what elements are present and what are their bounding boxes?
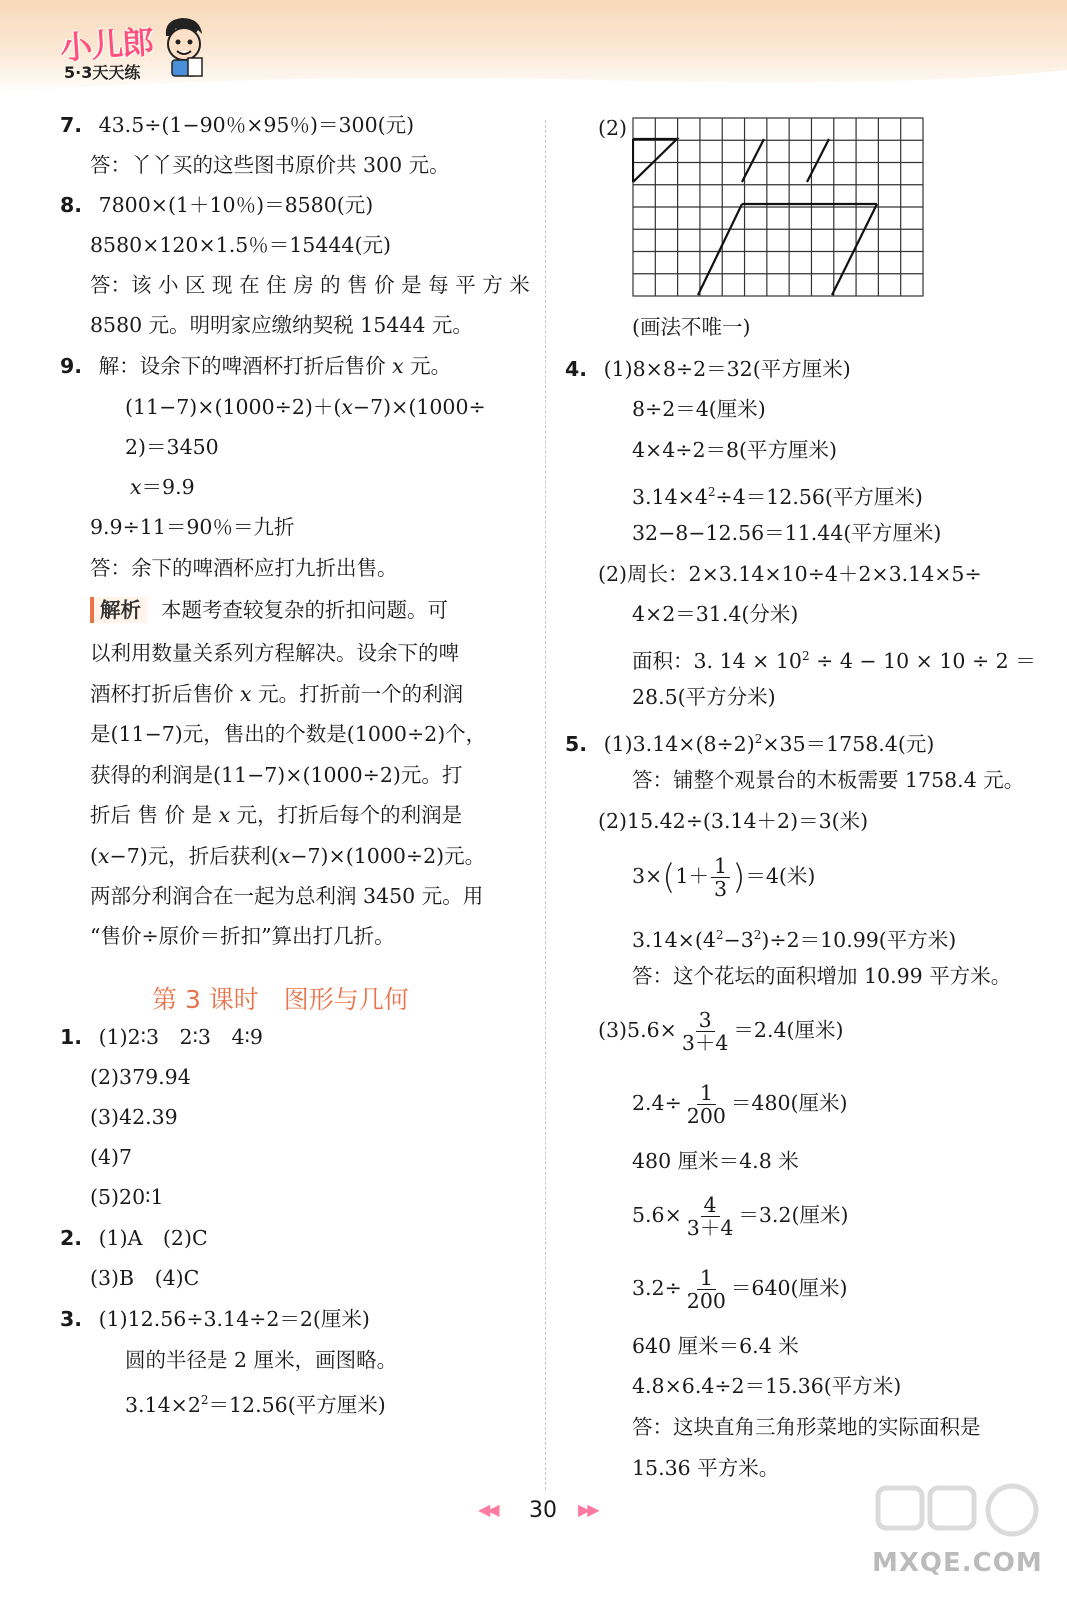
analysis-tag: 解析 xyxy=(90,597,147,623)
q9-line5: 9.9÷11＝90％＝九折 xyxy=(90,515,295,539)
q5-line9: 480 厘米＝4.8 米 xyxy=(632,1149,799,1173)
s1-a5: (5)20∶1 xyxy=(90,1185,164,1209)
fraction-denominator: 200 xyxy=(686,1104,726,1128)
page-number: 30 xyxy=(529,1498,557,1523)
q5-line11-b: ＝640(厘米) xyxy=(730,1276,848,1300)
q4 xyxy=(565,356,851,382)
q7-line1: 43.5÷(1−90％×95％)＝300(元) xyxy=(98,113,415,137)
analysis-line1 xyxy=(90,597,448,623)
next-arrows-icon: ▶▶ xyxy=(578,1500,597,1519)
s1-a2: (2)379.94 xyxy=(90,1065,191,1089)
q5-line3: (2)15.42÷(3.14＋2)＝3(米) xyxy=(598,809,869,833)
q4-line8-sup: 2 xyxy=(801,649,810,663)
q4-line4 xyxy=(632,479,923,510)
s1-number: 1. xyxy=(60,1025,83,1049)
q5-line8-b: ＝480(厘米) xyxy=(730,1091,848,1115)
paren-close: ) xyxy=(732,857,746,898)
mascot-icon xyxy=(158,14,210,80)
s1-a3: (3)42.39 xyxy=(90,1105,178,1129)
grid-figure xyxy=(632,117,926,299)
prev-arrows-icon: ◀◀ xyxy=(478,1500,497,1519)
s3-number: 3. xyxy=(60,1307,83,1331)
q9-line4: 𝑥＝9.9 xyxy=(130,475,195,499)
q5-line5 xyxy=(632,922,956,953)
q4-line2: 8÷2＝4(厘米) xyxy=(632,397,766,421)
q5-line11 xyxy=(632,1266,848,1312)
paren-open: ( xyxy=(662,857,676,898)
s3-line1: (1)12.56÷3.14÷2＝2(厘米) xyxy=(98,1307,370,1331)
q5-line8 xyxy=(632,1081,848,1127)
q4-line9: 28.5(平方分米) xyxy=(632,685,776,709)
s3-line3 xyxy=(125,1387,386,1418)
q9-line1: 解：设余下的啤酒杯打折后售价 𝑥 元。 xyxy=(98,354,452,378)
q9-line2: (11−7)×(1000÷2)＋(𝑥−7)×(1000÷ xyxy=(125,395,486,419)
q4-line5: 32−8−12.56＝11.44(平方厘米) xyxy=(632,521,942,545)
q9 xyxy=(60,353,451,379)
q5-line10 xyxy=(632,1193,848,1239)
q4-line4-b: ÷4＝12.56(平方厘米) xyxy=(715,484,923,509)
fraction-numerator: 3 xyxy=(696,1009,715,1032)
q5-line10-fraction xyxy=(684,1194,737,1239)
q5 xyxy=(565,726,934,757)
q5-line5-a: 3.14×(4 xyxy=(632,927,716,952)
q8 xyxy=(60,192,373,218)
q4-number: 4. xyxy=(565,357,588,381)
q4-line7: 4×2＝31.4(分米) xyxy=(632,602,799,626)
q4-line8 xyxy=(632,643,1036,674)
q9-line6: 答：余下的啤酒杯应打九折出售。 xyxy=(90,556,398,580)
fraction-numerator: 1 xyxy=(711,855,730,878)
s1-a1: (1)2∶3 2∶3 4∶9 xyxy=(98,1025,263,1049)
q5-line11-fraction xyxy=(684,1267,729,1312)
q5-line4-b: 1＋ xyxy=(675,864,710,888)
q7-number: 7. xyxy=(60,113,83,137)
q5-line5-sup1: 2 xyxy=(715,928,724,942)
fraction-numerator: 1 xyxy=(697,1082,716,1105)
fraction-denominator: 3 xyxy=(714,877,728,901)
q8-number: 8. xyxy=(60,193,83,217)
section-title: 第 3 课时 图形与几何 xyxy=(152,985,409,1014)
q5-line6: 答：这个花坛的面积增加 10.99 平方米。 xyxy=(632,964,1012,988)
q5-line10-a: 5.6× xyxy=(632,1203,682,1227)
s2-a2: (3)B (4)C xyxy=(90,1266,200,1290)
fraction-denominator: 3＋4 xyxy=(686,1216,734,1240)
analysis-line2: 以利用数量关系列方程解决。设余下的啤 xyxy=(90,641,459,665)
s2-number: 2. xyxy=(60,1226,83,1250)
q7 xyxy=(60,112,414,138)
q5-line7-a: (3)5.6× xyxy=(598,1018,677,1042)
analysis-line4: 是(11−7)元，售出的个数是(1000÷2)个， xyxy=(90,722,487,746)
q5-line7-fraction xyxy=(679,1009,732,1054)
analysis-line6: 折后 售 价 是 𝑥 元，打折后每个的利润是 xyxy=(90,803,463,827)
logo-subtitle: 5·3天天练 xyxy=(64,63,141,82)
q9-line3: 2)＝3450 xyxy=(125,435,219,459)
s1-a4: (4)7 xyxy=(90,1145,133,1169)
q4-line6: (2)周长：2×3.14×10÷4＋2×3.14×5÷ xyxy=(598,562,982,586)
q5-line4 xyxy=(632,854,815,900)
fraction-denominator: 3＋4 xyxy=(681,1031,729,1055)
q3-2-label: (2) xyxy=(598,116,628,140)
q8-line4: 8580 元。明明家应缴纳契税 15444 元。 xyxy=(90,313,473,337)
s1 xyxy=(60,1024,263,1050)
q5-line4-a: 3× xyxy=(632,864,663,888)
q5-number: 5. xyxy=(565,731,588,756)
watermark-text: MXQE.COM xyxy=(872,1548,1043,1578)
q5-line4-fraction xyxy=(711,855,730,900)
q5-line11-a: 3.2÷ xyxy=(632,1276,682,1300)
q5-line8-a: 2.4÷ xyxy=(632,1091,682,1115)
q4-line3: 4×4÷2＝8(平方厘米) xyxy=(632,438,838,462)
q4-line1: (1)8×8÷2＝32(平方厘米) xyxy=(603,357,851,381)
analysis-text1: 本题考查较复杂的折扣问题。可 xyxy=(161,598,448,622)
q5-line5-b: −3 xyxy=(723,927,754,952)
fraction-denominator: 200 xyxy=(686,1289,726,1313)
s2-a1: (1)A (2)C xyxy=(98,1226,208,1250)
s3-line2: 圆的半径是 2 厘米，画图略。 xyxy=(125,1348,398,1372)
s3-line3-b: ＝12.56(平方厘米) xyxy=(208,1392,386,1417)
q5-line14: 答：这块直角三角形菜地的实际面积是 xyxy=(632,1415,981,1439)
q5-line7 xyxy=(598,1008,844,1054)
q5-line1-b: ×35＝1758.4(元) xyxy=(762,731,935,756)
q5-line12: 640 厘米＝6.4 米 xyxy=(632,1334,799,1358)
s3 xyxy=(60,1306,370,1332)
analysis-line7: (𝑥−7)元，折后获利(𝑥−7)×(1000÷2)元。 xyxy=(90,844,486,868)
fraction-numerator: 1 xyxy=(697,1267,716,1290)
q5-line4-c: ＝4(米) xyxy=(745,864,816,888)
q5-line8-fraction xyxy=(684,1082,729,1127)
column-divider xyxy=(545,120,546,1490)
q5-line1-sup: 2 xyxy=(754,732,763,746)
analysis-line9: “售价÷原价＝折扣”算出打几折。 xyxy=(90,924,395,948)
q5-line2: 答：铺整个观景台的木板需要 1758.4 元。 xyxy=(632,768,1025,792)
q8-line1: 7800×(1＋10％)＝8580(元) xyxy=(98,193,374,217)
q5-line5-c: )÷2＝10.99(平方米) xyxy=(761,927,957,952)
q5-line5-sup2: 2 xyxy=(753,928,762,942)
q4-line8-a: 面积：3. 14 × 10 xyxy=(632,648,802,673)
q5-line10-b: ＝3.2(厘米) xyxy=(738,1203,849,1227)
q5-line7-b: ＝2.4(厘米) xyxy=(733,1018,844,1042)
s3-line3-a: 3.14×2 xyxy=(125,1392,201,1417)
s3-line3-sup: 2 xyxy=(200,1393,209,1407)
q5-line13: 4.8×6.4÷2＝15.36(平方米) xyxy=(632,1374,902,1398)
analysis-line3: 酒杯打折后售价 𝑥 元。打折前一个的利润 xyxy=(90,682,464,706)
q3-2-note: (画法不唯一) xyxy=(632,315,751,339)
q5-line1 xyxy=(604,732,935,756)
analysis-line8: 两部分利润合在一起为总利润 3450 元。用 xyxy=(90,884,484,908)
q7-answer: 答：丫丫买的这些图书原价共 300 元。 xyxy=(90,153,450,177)
q8-line3: 答：该 小 区 现 在 住 房 的 售 价 是 每 平 方 米 xyxy=(90,273,530,297)
analysis-line5: 获得的利润是(11−7)×(1000÷2)元。打 xyxy=(90,763,463,787)
q4-line4-sup: 2 xyxy=(707,485,716,499)
fraction-numerator: 4 xyxy=(701,1194,720,1217)
q8-line2: 8580×120×1.5％＝15444(元) xyxy=(90,233,391,257)
q5-line15: 15.36 平方米。 xyxy=(632,1456,780,1480)
q4-line8-b: ÷ 4 − 10 × 10 ÷ 2 ＝ xyxy=(809,648,1036,673)
q9-number: 9. xyxy=(60,354,83,378)
q5-line1-a: (1)3.14×(8÷2) xyxy=(603,731,755,756)
logo-title: 小儿郎 xyxy=(58,22,155,68)
q4-line4-a: 3.14×4 xyxy=(632,484,708,509)
s2 xyxy=(60,1225,208,1251)
